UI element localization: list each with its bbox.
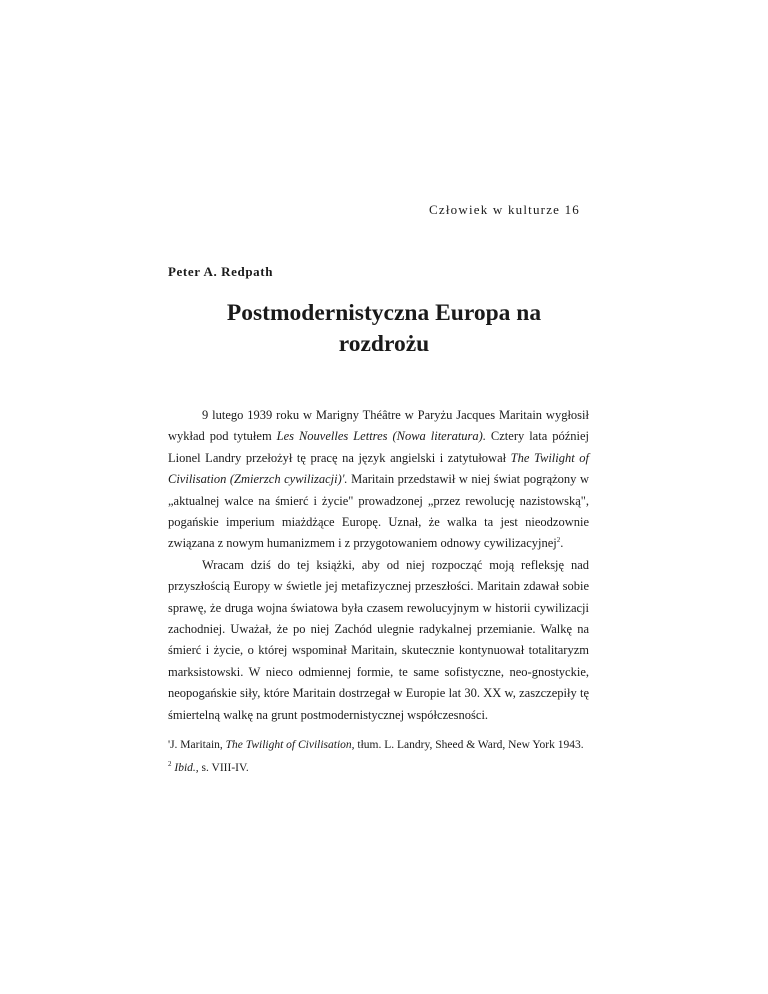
footnote-2 (168, 755, 598, 778)
title-line-2: rozdrożu (338, 331, 430, 357)
footnote-2-marker: 2 (168, 760, 172, 768)
footnote-1-text-b: tłum. L. Landry, Sheed & Ward, New York 1943. (354, 739, 584, 751)
footnote-1 (168, 736, 598, 755)
paragraph-1-text-c: Maritain przedstawił w niej świat pogrążony w „aktualnej walce na śmierć i życie" prowadzonej „przez rewolucję nazistowską", pogańskie imperium miażdżące Europę. Uznał, że walka ta jest nieodzownie związana z nowym humanizmem i z przygotowaniem odnowy cywilizacyjnej (168, 472, 589, 551)
paragraph-1-text-b: Cztery lata później Lionel Landry przełożył tę pracę na język angielski i zatytułował (168, 429, 589, 465)
author-name: Peter A. Redpath (168, 264, 274, 279)
paragraph-1-end: . (560, 536, 564, 551)
article-body (168, 405, 589, 726)
paragraph-1-italic-title-a: Les Nouvelles Lettres (Nowa literatura). (276, 429, 486, 444)
paragraph-2: Wracam dziś do tej książki, aby od niej rozpocząć moją refleksję nad przyszłością Europy w świetle jej metafizycznej przeszłości. Maritain zdawał sobie sprawę, że druga wojna światowa była czasem rewolucyjnym w historii cywilizacji zachodniej. Uważał, że po niej Zachód ulegnie radykalnej przemianie. Walkę na śmierć i życie, o której wspominał Maritain, skutecznie kontynuował totalitaryzm marksistowski. W nieco odmiennej formie, te same sofistyczne, neo-gnostyckie, neopogańskie siły, które Maritain dostrzegał w Europie lat 30. XX w, zaszczepiły tę śmiertelną walkę na grunt postmodernistycznej współczesności. (168, 557, 589, 722)
footnote-1-italic: The Twilight of Civilisation, (225, 739, 355, 751)
title-line-1: Postmodernistyczna Europa na (226, 300, 542, 326)
paragraph-1 (168, 405, 589, 555)
footnote-2-italic: Ibid., (171, 761, 199, 774)
series-header: Człowiek w kulturze 16 (429, 202, 580, 217)
paragraph-1-text-a: 9 lutego 1939 roku w Marigny Théâtre w Paryżu Jacques Maritain wygłosił wykład pod tytułem (168, 408, 589, 444)
paragraph-1-italic-title-b: The Twilight of Civilisation (Zmierzch cywilizacji)'. (168, 450, 589, 487)
footnote-1-text-a: 'J. Maritain, (168, 739, 226, 751)
footnotes (168, 736, 598, 778)
footnote-2-text: s. VIII-IV. (198, 761, 249, 774)
article-title (168, 298, 600, 360)
footnote-ref-2: 2 (556, 536, 561, 545)
